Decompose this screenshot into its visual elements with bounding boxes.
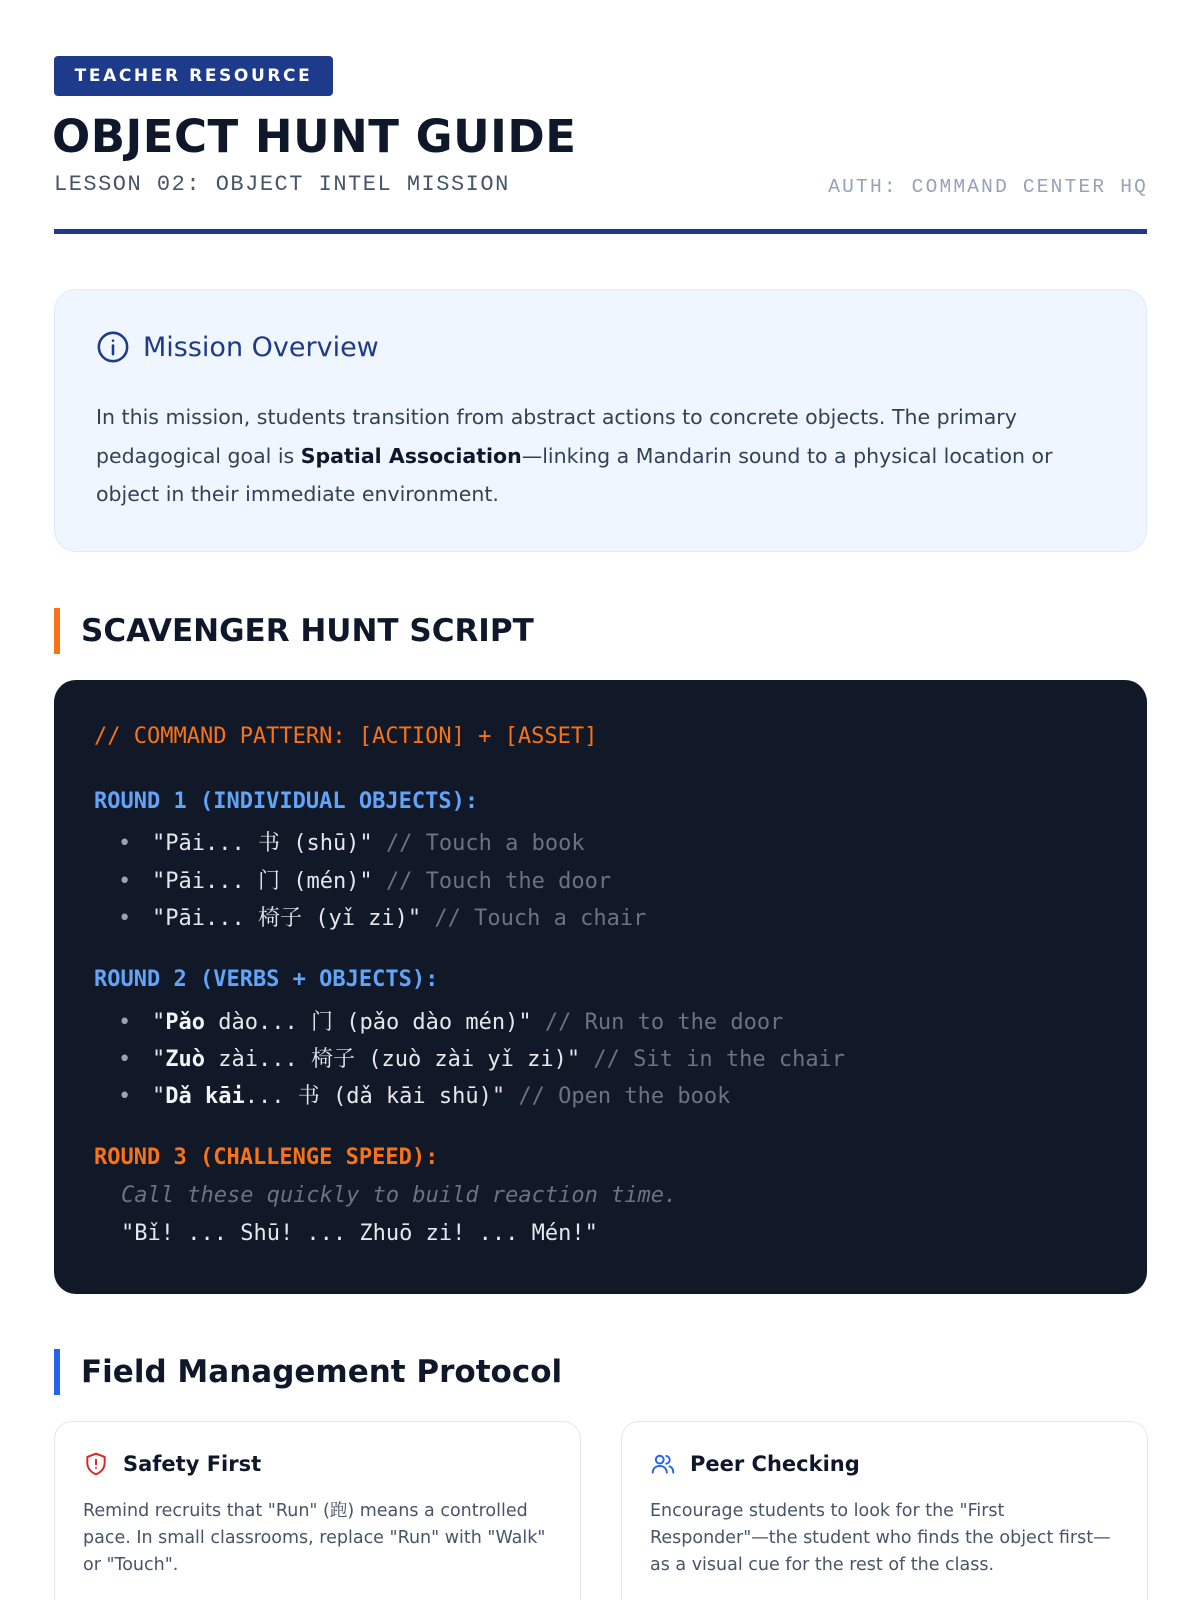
card-title: Safety First <box>123 1452 262 1476</box>
auth-label: AUTH: COMMAND CENTER HQ <box>828 176 1148 198</box>
round3-call: "Bǐ! ... Shū! ... Zhuō zi! ... Mén!" <box>121 1221 598 1246</box>
round2-object: dào... 门 (pǎo dào mén)" <box>205 1010 532 1035</box>
card-header <box>83 1451 261 1477</box>
script-section-accent <box>54 608 60 654</box>
round2-verb: Pǎo <box>165 1010 205 1035</box>
quote-mark: " <box>152 1010 166 1035</box>
command-pattern-line: // COMMAND PATTERN: [ACTION] + [ASSET] <box>94 724 598 749</box>
safety-first-card <box>54 1421 581 1600</box>
card-title: Peer Checking <box>690 1452 860 1476</box>
teacher-resource-tag: TEACHER RESOURCE <box>54 56 333 96</box>
round2-item: • "Dǎ kāi... 书 (dǎ kāi shū)" // Open the book <box>118 1084 731 1109</box>
card-text: Remind recruits that "Run" (跑) means a controlled pace. In small classrooms, replace "Run" with "Walk" or "Touch". <box>83 1501 546 1575</box>
round1-item-comment: // Touch a book <box>385 831 585 856</box>
overview-text-intro: In this mission, students transition from abstract actions to concrete objects. The primary pedagogical goal is <box>96 405 1017 468</box>
peer-checking-card <box>621 1421 1148 1600</box>
quote-mark: " <box>152 1084 166 1109</box>
round2-verb: Zuò <box>165 1047 205 1072</box>
round2-object: zài... 椅子 (zuò zài yǐ zi)" <box>205 1047 581 1072</box>
info-icon <box>96 330 130 364</box>
round2-label: ROUND 2 (VERBS + OBJECTS): <box>94 967 439 992</box>
round1-item: • "Pāi... 门 (mén)" // Touch the door <box>118 869 612 894</box>
round1-item-command: "Pāi... 门 (mén)" <box>152 869 373 894</box>
script-section-header <box>54 608 534 654</box>
round2-verb: Dǎ kāi <box>165 1084 245 1109</box>
protocol-section-title: Field Management Protocol <box>81 1354 563 1390</box>
round1-item: • "Pāi... 书 (shū)" // Touch a book <box>118 831 585 856</box>
round1-item-command: "Pāi... 书 (shū)" <box>152 831 373 856</box>
lesson-subtitle: LESSON 02: OBJECT INTEL MISSION <box>54 172 510 197</box>
overview-text <box>96 398 1106 514</box>
round1-item-command: "Pāi... 椅子 (yǐ zi)" <box>152 906 422 931</box>
overview-text-end: —linking a Mandarin sound to a physical location or object in their immediate environment. <box>96 443 1053 506</box>
script-section-title: SCAVENGER HUNT SCRIPT <box>81 613 534 649</box>
round2-comment: // Run to the door <box>544 1010 784 1035</box>
card-header <box>650 1451 860 1477</box>
protocol-section-header <box>54 1349 562 1395</box>
users-icon <box>650 1451 676 1477</box>
round1-label: ROUND 1 (INDIVIDUAL OBJECTS): <box>94 789 479 814</box>
shield-alert-icon <box>83 1451 109 1477</box>
overview-text-emphasis: Spatial Association <box>300 443 522 468</box>
round1-item-comment: // Touch the door <box>385 869 612 894</box>
round1-item-comment: // Touch a chair <box>434 906 647 931</box>
round2-comment: // Open the book <box>518 1084 731 1109</box>
round2-item: • "Pǎo dào... 门 (pǎo dào mén)" // Run to the door <box>118 1010 784 1035</box>
round3-note: Call these quickly to build reaction time. <box>121 1183 678 1208</box>
script-code-block <box>54 680 1147 1294</box>
protocol-section-accent <box>54 1349 60 1395</box>
overview-header <box>96 330 379 364</box>
card-text: Encourage students to look for the "First Responder"—the student who finds the object first—as a visual cue for the rest of the class. <box>650 1501 1111 1575</box>
round1-item: • "Pāi... 椅子 (yǐ zi)" // Touch a chair <box>118 906 647 931</box>
round3-label: ROUND 3 (CHALLENGE SPEED): <box>94 1145 439 1170</box>
mission-overview-card <box>54 289 1147 552</box>
page-title: OBJECT HUNT GUIDE <box>52 110 577 163</box>
quote-mark: " <box>152 1047 166 1072</box>
round2-item: • "Zuò zài... 椅子 (zuò zài yǐ zi)" // Sit in the chair <box>118 1047 846 1072</box>
round2-comment: // Sit in the chair <box>593 1047 846 1072</box>
round2-object: ... 书 (dǎ kāi shū)" <box>244 1084 506 1109</box>
overview-title: Mission Overview <box>143 331 379 363</box>
header-divider <box>54 229 1147 234</box>
